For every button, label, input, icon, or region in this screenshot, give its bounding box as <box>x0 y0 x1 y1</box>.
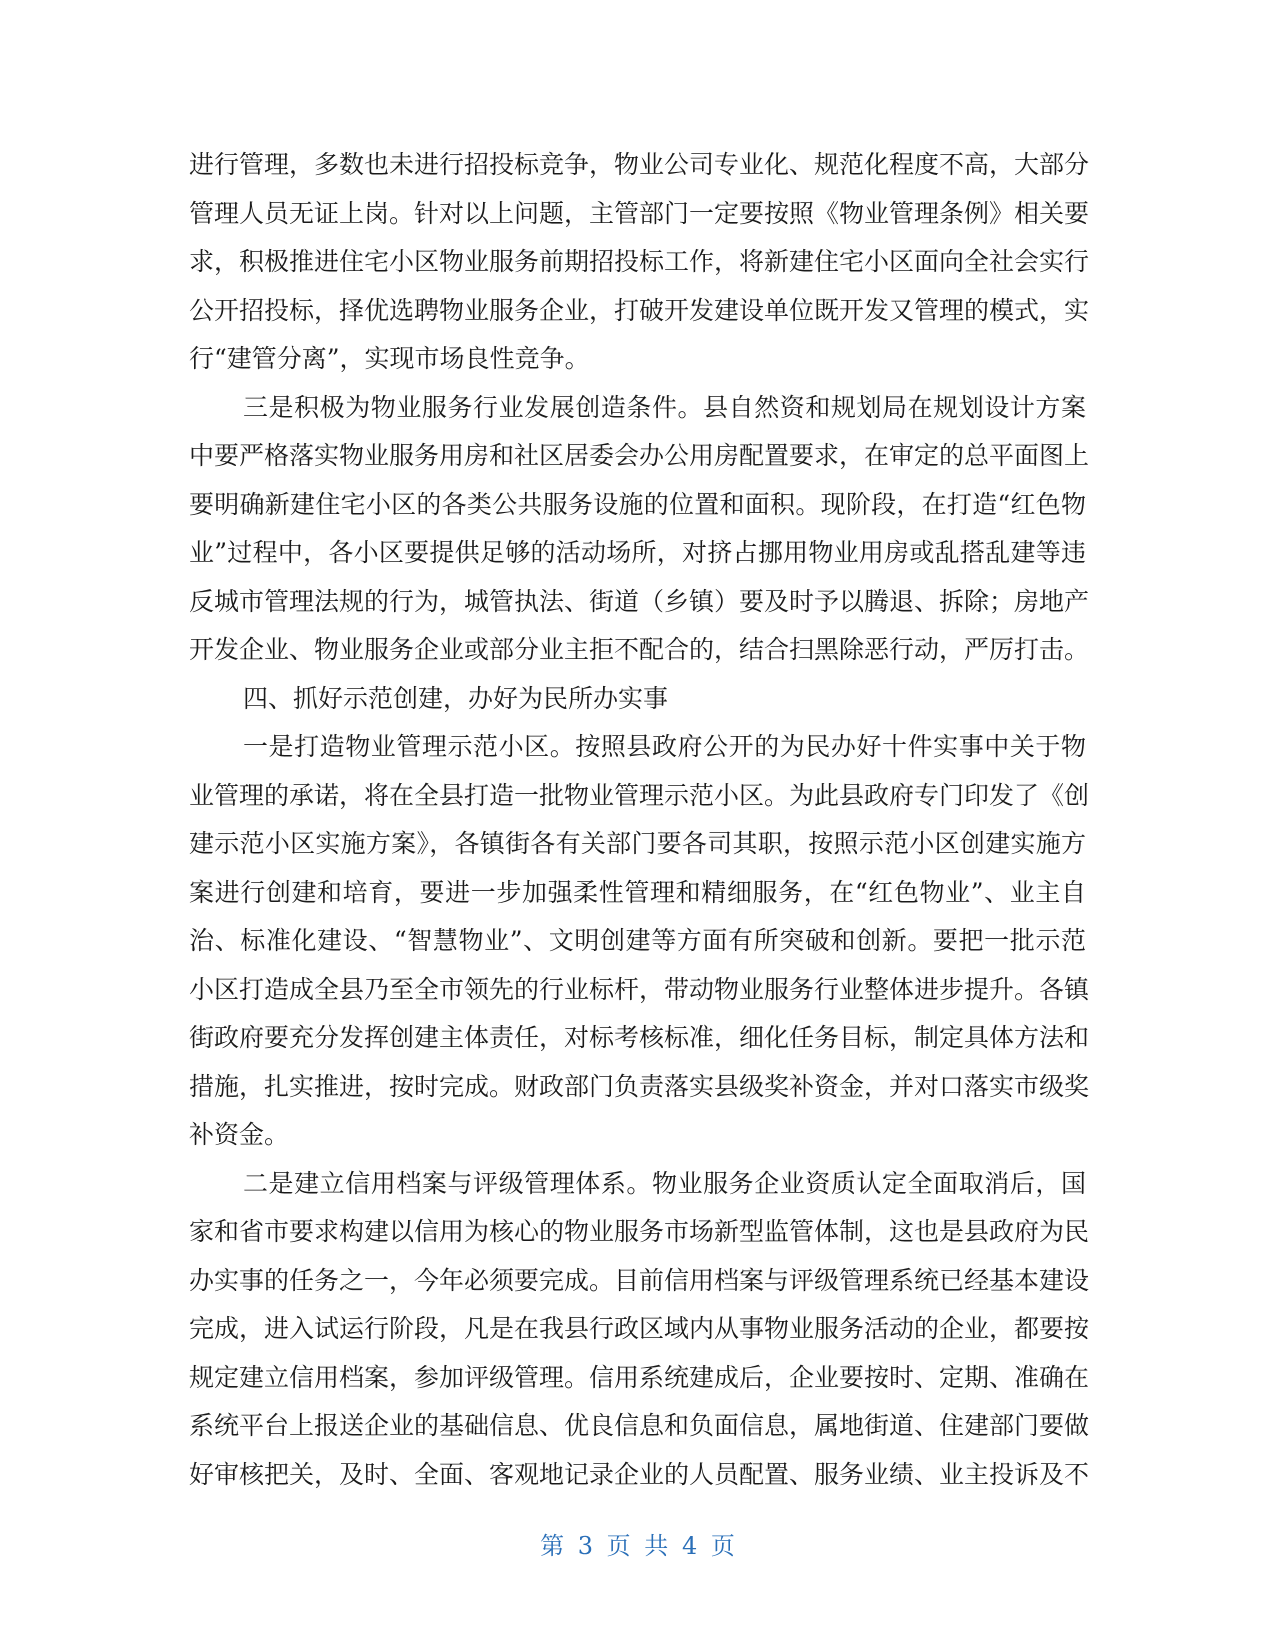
text-line: 三是积极为物业服务行业发展创造条件。县自然资和规划局在规划设计方案 <box>243 392 1086 422</box>
page-footer: 第 3 页 共 4 页 <box>540 1532 735 1560</box>
text-line: 行“建管分离”，实现市场良性竞争。 <box>189 344 590 373</box>
text-line: 四、抓好示范创建，办好为民所办实事 <box>243 683 669 713</box>
text-line: 反城市管理法规的行为，城管执法、街道（乡镇）要及时予以腾退、拆除；房地产 <box>189 586 1090 616</box>
document-body <box>189 141 1090 1499</box>
text-line: 二是建立信用档案与评级管理体系。物业服务企业资质认定全面取消后，国 <box>243 1168 1086 1198</box>
text-line: 建示范小区实施方案》，各镇街各有关部门要各司其职，按照示范小区创建实施方 <box>189 829 1086 858</box>
text-line: 办实事的任务之一，今年必须要完成。目前信用档案与评级管理系统已经基本建设 <box>189 1265 1090 1295</box>
text-line: 治、标准化建设、“智慧物业”、文明创建等方面有所突破和创新。要把一批示范 <box>189 926 1086 955</box>
text-line: 系统平台上报送企业的基础信息、优良信息和负面信息，属地街道、住建部门要做 <box>189 1411 1090 1440</box>
text-line: 进行管理，多数也未进行招投标竞争，物业公司专业化、规范化程度不高，大部分 <box>189 150 1090 179</box>
text-line: 完成，进入试运行阶段，凡是在我县行政区域内从事物业服务活动的企业，都要按 <box>189 1314 1090 1343</box>
text-line: 街政府要充分发挥创建主体责任，对标考核标准，细化任务目标，制定具体方法和 <box>189 1023 1090 1052</box>
text-line: 求，积极推进住宅小区物业服务前期招投标工作，将新建住宅小区面向全社会实行 <box>189 247 1090 276</box>
text-line: 家和省市要求构建以信用为核心的物业服务市场新型监管体制，这也是县政府为民 <box>189 1217 1090 1246</box>
text-line: 小区打造成全县乃至全市领先的行业标杆，带动物业服务行业整体进步提升。各镇 <box>189 974 1090 1004</box>
paragraph <box>189 1160 1090 1500</box>
paragraph <box>189 384 1090 675</box>
text-line: 中要严格落实物业服务用房和社区居委会办公用房配置要求，在审定的总平面图上 <box>189 441 1090 470</box>
text-line: 业管理的承诺，将在全县打造一批物业管理示范小区。为此县政府专门印发了《创 <box>189 780 1090 810</box>
text-line: 规定建立信用档案，参加评级管理。信用系统建成后，企业要按时、定期、准确在 <box>189 1362 1090 1392</box>
text-line: 要明确新建住宅小区的各类公共服务设施的位置和面积。现阶段，在打造“红色物 <box>189 489 1086 519</box>
text-line: 业”过程中，各小区要提供足够的活动场所，对挤占挪用物业用房或乱搭乱建等违 <box>189 538 1086 567</box>
text-line: 开发企业、物业服务企业或部分业主拒不配合的，结合扫黑除恶行动，严厉打击。 <box>189 635 1090 664</box>
text-line: 案进行创建和培育，要进一步加强柔性管理和精细服务，在“红色物业”、业主自 <box>189 877 1086 907</box>
text-line: 一是打造物业管理示范小区。按照县政府公开的为民办好十件实事中关于物 <box>243 732 1086 761</box>
paragraph <box>189 141 1090 384</box>
paragraph <box>189 675 1086 724</box>
text-line: 管理人员无证上岗。针对以上问题，主管部门一定要按照《物业管理条例》相关要 <box>189 198 1090 228</box>
text-line: 补资金。 <box>189 1120 290 1149</box>
text-line: 措施，扎实推进，按时完成。财政部门负责落实县级奖补资金，并对口落实市级奖 <box>189 1071 1090 1101</box>
text-line: 好审核把关，及时、全面、客观地记录企业的人员配置、服务业绩、业主投诉及不 <box>189 1459 1090 1489</box>
paragraph <box>189 723 1090 1160</box>
text-line: 公开招投标，择优选聘物业服务企业，打破开发建设单位既开发又管理的模式，实 <box>189 295 1090 325</box>
